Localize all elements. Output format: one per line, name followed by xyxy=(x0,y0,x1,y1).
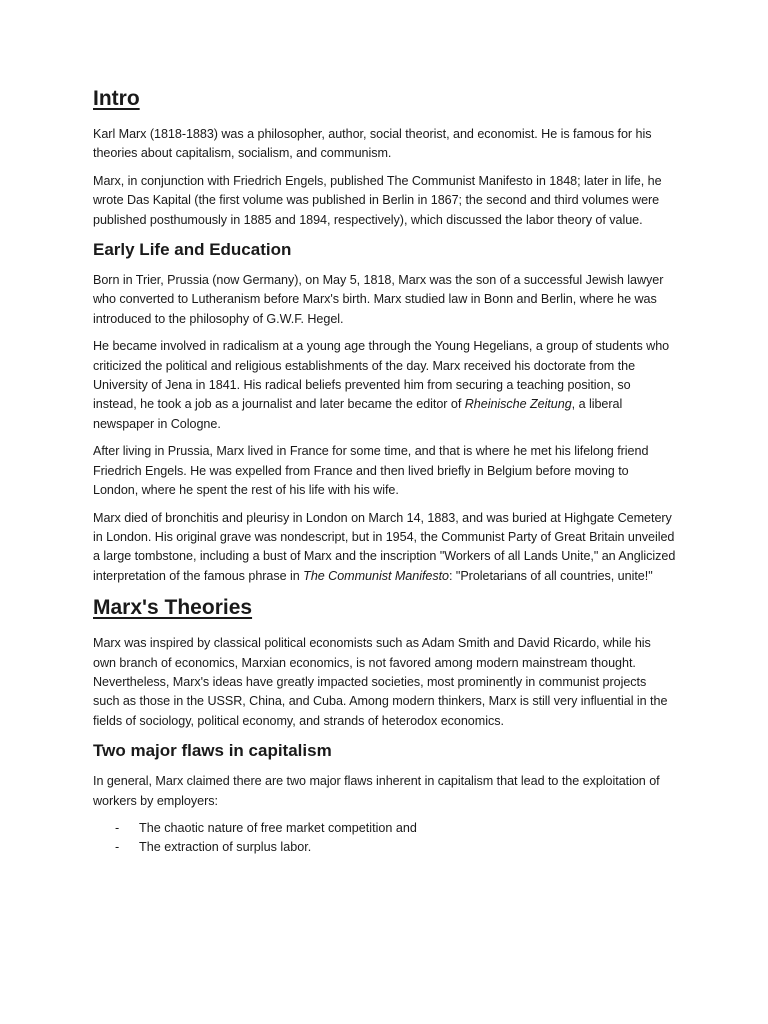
early-life-paragraph-1: Born in Trier, Prussia (now Germany), on May 5, 1818, Marx was the son of a successful Jewish lawyer who converted to Lutheranism before Marx's birth. Marx studied law in Bonn and Berlin, where he was introduced to the philosophy of G.W.F. Hegel. xyxy=(93,273,664,326)
list-item xyxy=(115,819,676,838)
intro-heading: Intro xyxy=(93,87,140,110)
book-title: The Communist Manifesto xyxy=(303,568,450,583)
newspaper-title: Rheinische Zeitung xyxy=(464,397,572,412)
paragraph-text: Marx died of bronchitis and pleurisy in London on March 14, 1883, and was buried at Highgate Cemetery in London. His original grave was nondescript, but in 1954, the Communist Party of Great Britain unveiled a large tombstone, including a bust of Marx and the inscription "Workers of all Lands Unite," an Anglicized interpretation of the famous phrase in xyxy=(93,510,676,583)
flaws-list xyxy=(93,819,676,858)
intro-paragraph-1: Karl Marx (1818-1883) was a philosopher, author, social theorist, and economist. He is famous for his theories about capitalism, socialism, and communism. xyxy=(93,127,652,161)
early-life-paragraph-2 xyxy=(93,337,676,434)
dash-bullet: - xyxy=(115,840,120,855)
early-life-paragraph-4 xyxy=(93,509,676,587)
flaws-heading: Two major flaws in capitalism xyxy=(93,741,332,761)
theories-heading: Marx's Theories xyxy=(93,596,253,620)
dash-bullet: - xyxy=(115,820,120,835)
list-item xyxy=(115,838,676,857)
list-item-text: The chaotic nature of free market competition and xyxy=(139,820,417,835)
paragraph-text: He became involved in radicalism at a young age through the Young Hegelians, a group of students who criticized the political and religious establishments of the day. Marx received his doctorate from the University of Jena in 1841. His radical beliefs prevented him from securing a teaching position, so instead, he took a job as a journalist and later became the editor of xyxy=(93,339,670,412)
paragraph-text: : "Proletarians of all countries, unite!" xyxy=(449,568,653,583)
early-life-paragraph-3: After living in Prussia, Marx lived in France for some time, and that is where he met his lifelong friend Friedrich Engels. He was expelled from France and then lived briefly in Belgium before moving to London, where he spent the rest of his life with his wife. xyxy=(93,444,649,498)
flaws-paragraph-1: In general, Marx claimed there are two major flaws inherent in capitalism that lead to the exploitation of workers by employers: xyxy=(93,774,660,808)
early-life-heading: Early Life and Education xyxy=(93,240,292,260)
paragraph-text: , a liberal newspaper in Cologne. xyxy=(93,397,623,431)
list-item-text: The extraction of surplus labor. xyxy=(139,840,312,855)
intro-paragraph-2: Marx, in conjunction with Friedrich Engels, published The Communist Manifesto in 1848; later in life, he wrote Das Kapital (the first volume was published in Berlin in 1867; the second and third volumes were published posthumously in 1885 and 1894, respectively), which discussed the labor theory of value. xyxy=(93,173,662,227)
theories-paragraph-1: Marx was inspired by classical political economists such as Adam Smith and David Ricardo, while his own branch of economics, Marxian economics, is not favored among modern mainstream thought. Nevertheless, Marx's ideas have greatly impacted societies, most prominently in communist projects such as those in the USSR, China, and Cuba. Among modern thinkers, Marx is still very influential in the fields of sociology, political economy, and strands of heterodox economics. xyxy=(93,636,668,728)
